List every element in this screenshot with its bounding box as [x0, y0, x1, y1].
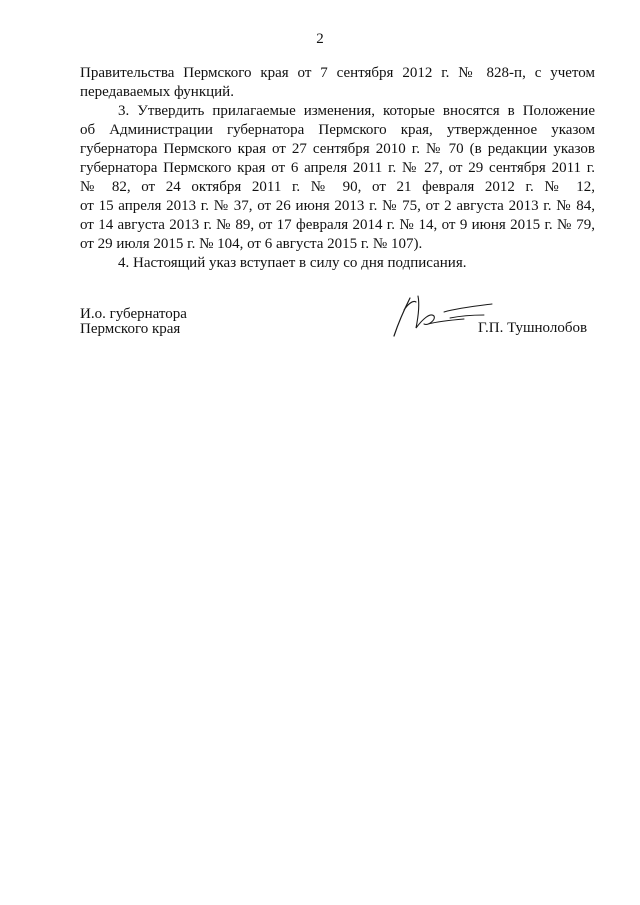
paragraph-3-line-5: № 82, от 24 октября 2011 г. № 90, от 21 февраля 2012 г. № 12,: [80, 179, 595, 195]
paragraph-3-line-4: губернатора Пермского края от 6 апреля 2011 г. № 27, от 29 сентября 2011 г.: [80, 160, 595, 176]
signatory-name: Г.П. Тушнолобов: [478, 320, 588, 336]
paragraph-3-line-3: губернатора Пермского края от 27 сентября 2010 г. № 70 (в редакции указов: [80, 141, 595, 157]
paragraph-3-line-1: 3. Утвердить прилагаемые изменения, которые вносятся в Положение: [118, 103, 595, 119]
paragraph-4-line-1: 4. Настоящий указ вступает в силу со дня подписания.: [118, 255, 467, 271]
paragraph-3-line-2: об Администрации губернатора Пермского края, утвержденное указом: [80, 122, 595, 138]
signatory-position-line-2: Пермского края: [80, 321, 181, 337]
signatory-position-line-1: И.о. губернатора: [80, 306, 187, 322]
paragraph-3-line-8: от 29 июля 2015 г. № 104, от 6 августа 2015 г. № 107).: [80, 236, 423, 252]
paragraph-3-line-7: от 14 августа 2013 г. № 89, от 17 февраля 2014 г. № 14, от 9 июня 2015 г. № 79,: [80, 217, 595, 233]
paragraph-2-line-2: передаваемых функций.: [80, 84, 234, 100]
paragraph-3-line-6: от 15 апреля 2013 г. № 37, от 26 июня 2013 г. № 75, от 2 августа 2013 г. № 84,: [80, 198, 595, 214]
paragraph-2-line-1: Правительства Пермского края от 7 сентября 2012 г. № 828-п, с учетом: [80, 65, 595, 81]
page-number: 2: [316, 31, 324, 47]
